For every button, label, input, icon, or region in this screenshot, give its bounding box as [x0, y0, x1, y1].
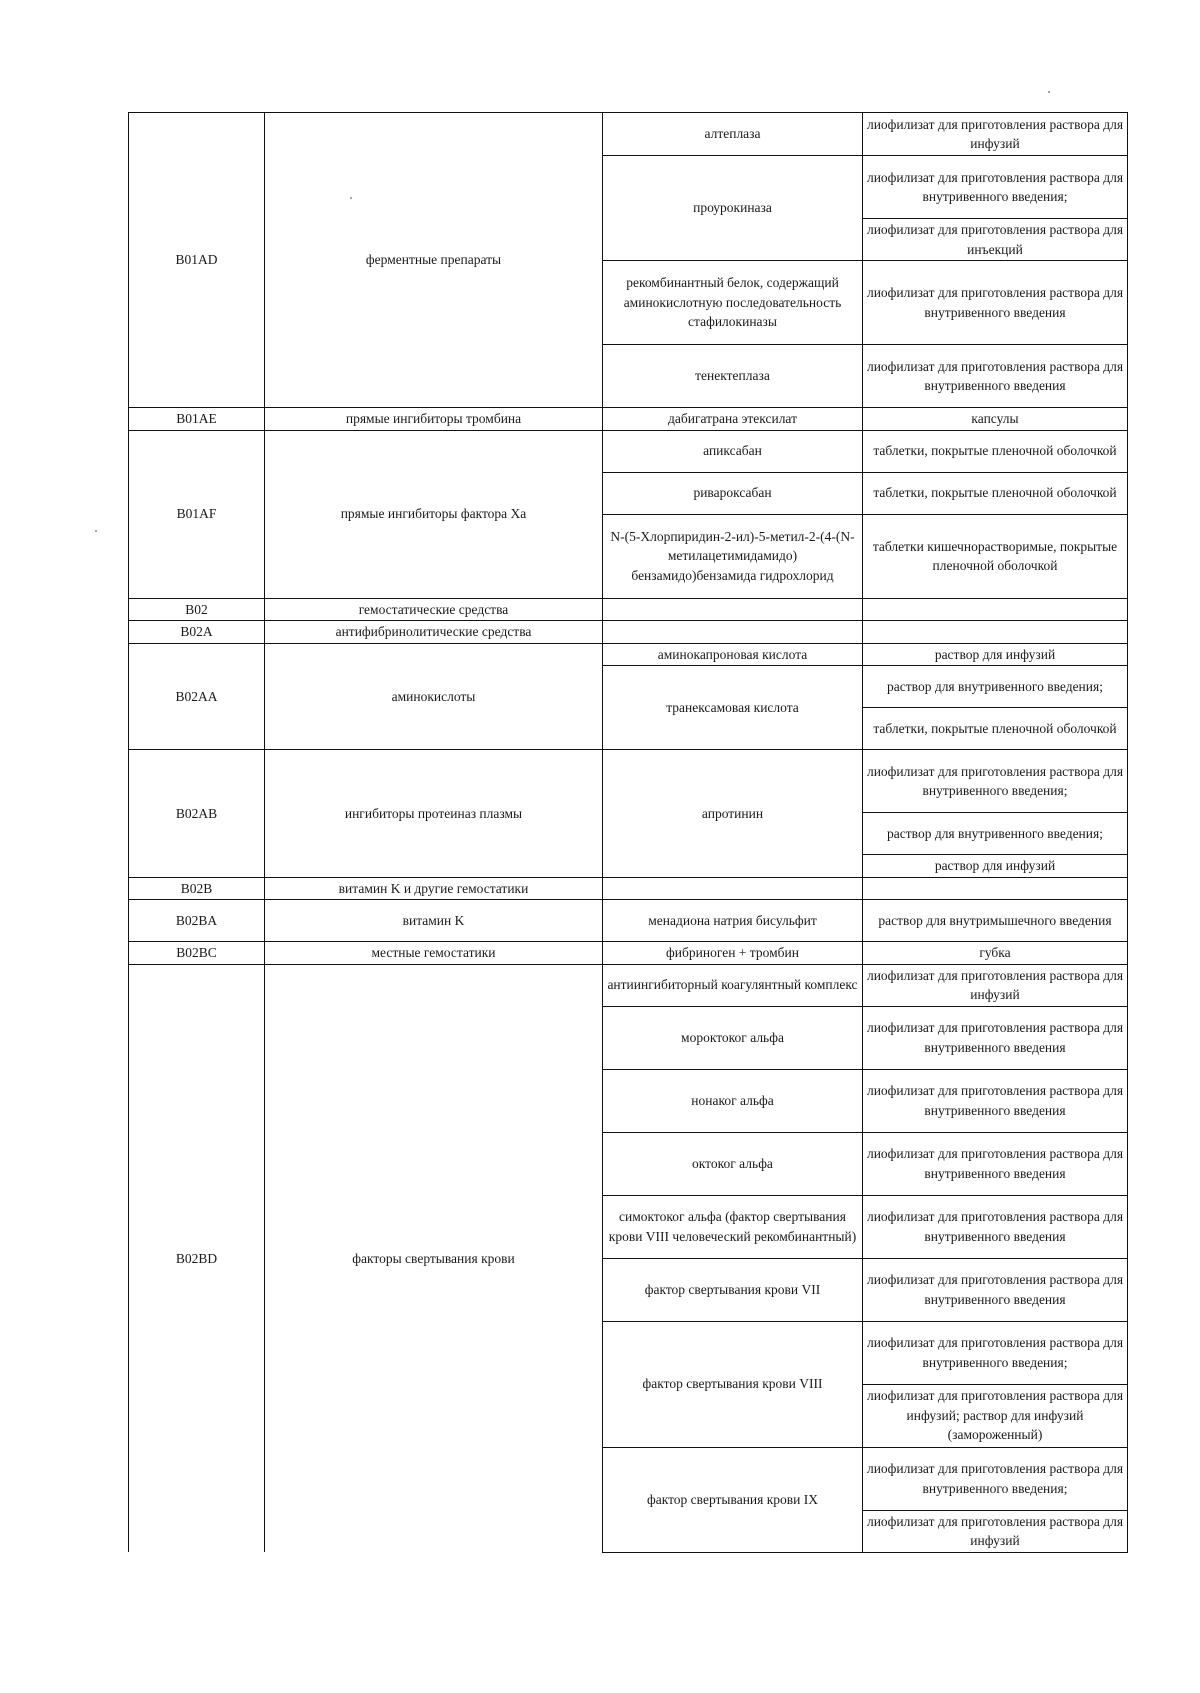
atc-code-cell: B02BA: [129, 900, 265, 942]
dosage-form-cell: лиофилизат для приготовления раствора для внутривенного введения: [863, 1195, 1128, 1258]
atc-group-cell: витамин K: [265, 900, 603, 942]
atc-code-cell: B02BD: [129, 964, 265, 1552]
substance-cell: антиингибиторный коагулянтный комплекс: [603, 964, 863, 1006]
scan-speck: [95, 530, 97, 532]
dosage-form-cell: лиофилизат для приготовления раствора для внутривенного введения: [863, 1258, 1128, 1321]
table-row: [129, 643, 1128, 666]
substance-cell: алтеплаза: [603, 113, 863, 156]
substance-cell: рекомбинантный белок, содержащий аминокислотную последовательность стафилокиназы: [603, 261, 863, 345]
dosage-form-cell: лиофилизат для приготовления раствора для внутривенного введения;: [863, 156, 1128, 219]
table-row: [129, 900, 1128, 942]
dosage-form-cell: лиофилизат для приготовления раствора для внутривенного введения: [863, 261, 1128, 345]
dosage-form-cell: лиофилизат для приготовления раствора для внутривенного введения;: [863, 1447, 1128, 1510]
table-row: [129, 750, 1128, 813]
atc-group-cell: аминокислоты: [265, 643, 603, 750]
dosage-form-cell: [863, 598, 1128, 621]
substance-cell: фактор свертывания крови IX: [603, 1447, 863, 1552]
dosage-form-cell: лиофилизат для приготовления раствора для инфузий: [863, 113, 1128, 156]
atc-group-cell: прямые ингибиторы фактора Xa: [265, 430, 603, 598]
substance-cell: [603, 877, 863, 900]
table-row: [129, 621, 1128, 644]
dosage-form-cell: лиофилизат для приготовления раствора для внутривенного введения: [863, 345, 1128, 408]
dosage-form-cell: раствор для внутривенного введения;: [863, 813, 1128, 855]
dosage-form-cell: лиофилизат для приготовления раствора для инфузий; раствор для инфузий (замороженный): [863, 1384, 1128, 1447]
substance-cell: [603, 621, 863, 644]
substance-cell: транексамовая кислота: [603, 666, 863, 750]
atc-code-cell: B02A: [129, 621, 265, 644]
atc-code-cell: B02AB: [129, 750, 265, 878]
table-row: [129, 964, 1128, 1006]
dosage-form-cell: таблетки кишечнорастворимые, покрытые пленочной оболочкой: [863, 514, 1128, 598]
substance-cell: мороктоког альфа: [603, 1006, 863, 1069]
atc-group-cell: витамин K и другие гемостатики: [265, 877, 603, 900]
dosage-form-cell: [863, 877, 1128, 900]
substance-cell: фактор свертывания крови VII: [603, 1258, 863, 1321]
dosage-form-cell: [863, 621, 1128, 644]
substance-cell: симоктоког альфа (фактор свертывания крови VIII человеческий рекомбинантный): [603, 1195, 863, 1258]
atc-group-cell: факторы свертывания крови: [265, 964, 603, 1552]
atc-code-cell: B01AE: [129, 408, 265, 431]
substance-cell: апиксабан: [603, 430, 863, 472]
atc-group-cell: местные гемостатики: [265, 942, 603, 965]
table-row: [129, 430, 1128, 472]
table-row: [129, 598, 1128, 621]
scan-speck: [350, 197, 352, 199]
atc-code-cell: B02BC: [129, 942, 265, 965]
dosage-form-cell: лиофилизат для приготовления раствора для внутривенного введения: [863, 1069, 1128, 1132]
dosage-form-cell: лиофилизат для приготовления раствора для внутривенного введения: [863, 1006, 1128, 1069]
substance-cell: апротинин: [603, 750, 863, 878]
atc-group-cell: прямые ингибиторы тромбина: [265, 408, 603, 431]
table-row: [129, 113, 1128, 156]
atc-code-cell: B02AA: [129, 643, 265, 750]
substance-cell: N-(5-Хлорпиридин-2-ил)-5-метил-2-(4-(N-метилацетимидамидо) бензамидо)бензамида гидрохлорид: [603, 514, 863, 598]
substance-cell: менадиона натрия бисульфит: [603, 900, 863, 942]
substance-cell: ривароксабан: [603, 472, 863, 514]
substance-cell: аминокапроновая кислота: [603, 643, 863, 666]
substance-cell: фибриноген + тромбин: [603, 942, 863, 965]
dosage-form-cell: лиофилизат для приготовления раствора для инъекций: [863, 219, 1128, 261]
atc-group-cell: антифибринолитические средства: [265, 621, 603, 644]
substance-cell: дабигатрана этексилат: [603, 408, 863, 431]
dosage-form-cell: таблетки, покрытые пленочной оболочкой: [863, 708, 1128, 750]
atc-group-cell: гемостатические средства: [265, 598, 603, 621]
dosage-form-cell: капсулы: [863, 408, 1128, 431]
atc-group-cell: ферментные препараты: [265, 113, 603, 408]
substance-cell: нонаког альфа: [603, 1069, 863, 1132]
drug-table: [128, 112, 1128, 1553]
dosage-form-cell: лиофилизат для приготовления раствора для внутривенного введения;: [863, 1321, 1128, 1384]
atc-group-cell: ингибиторы протеиназ плазмы: [265, 750, 603, 878]
atc-code-cell: B02: [129, 598, 265, 621]
table-row: [129, 942, 1128, 965]
table-row: [129, 408, 1128, 431]
dosage-form-cell: раствор для инфузий: [863, 643, 1128, 666]
dosage-form-cell: лиофилизат для приготовления раствора для внутривенного введения;: [863, 750, 1128, 813]
scan-speck: [1048, 91, 1050, 93]
substance-cell: тенектеплаза: [603, 345, 863, 408]
dosage-form-cell: раствор для внутривенного введения;: [863, 666, 1128, 708]
atc-code-cell: B01AD: [129, 113, 265, 408]
atc-code-cell: B02B: [129, 877, 265, 900]
substance-cell: [603, 598, 863, 621]
dosage-form-cell: таблетки, покрытые пленочной оболочкой: [863, 430, 1128, 472]
dosage-form-cell: губка: [863, 942, 1128, 965]
drug-table-body: [129, 113, 1128, 1553]
dosage-form-cell: лиофилизат для приготовления раствора для внутривенного введения: [863, 1132, 1128, 1195]
dosage-form-cell: раствор для внутримышечного введения: [863, 900, 1128, 942]
dosage-form-cell: лиофилизат для приготовления раствора для инфузий: [863, 1510, 1128, 1552]
dosage-form-cell: раствор для инфузий: [863, 855, 1128, 878]
dosage-form-cell: таблетки, покрытые пленочной оболочкой: [863, 472, 1128, 514]
table-row: [129, 877, 1128, 900]
substance-cell: проурокиназа: [603, 156, 863, 261]
substance-cell: фактор свертывания крови VIII: [603, 1321, 863, 1447]
substance-cell: октоког альфа: [603, 1132, 863, 1195]
atc-code-cell: B01AF: [129, 430, 265, 598]
dosage-form-cell: лиофилизат для приготовления раствора для инфузий: [863, 964, 1128, 1006]
